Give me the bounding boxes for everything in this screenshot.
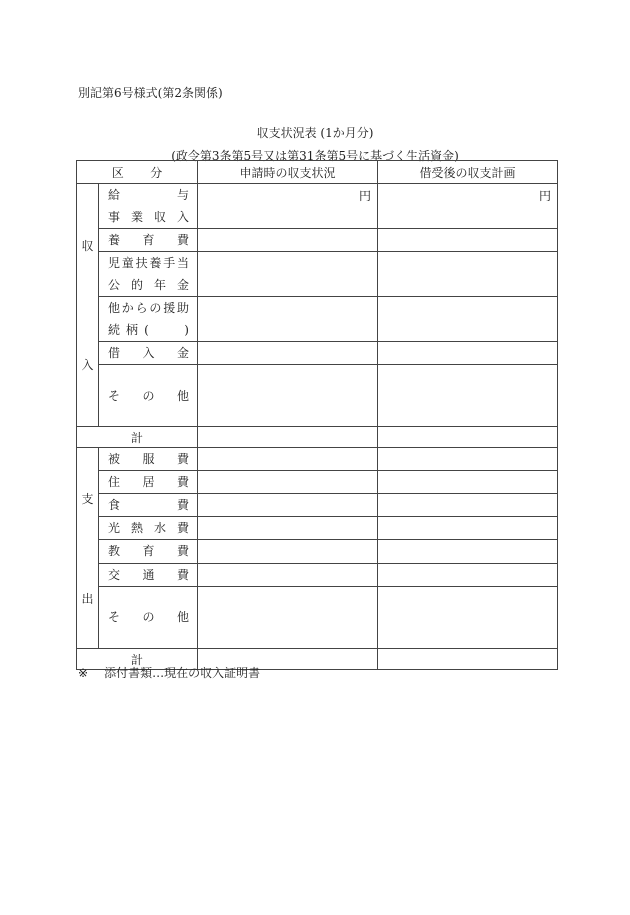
item-label-line: そ の 他	[108, 610, 190, 625]
planned-amount-cell[interactable]	[378, 471, 558, 494]
item-label	[99, 184, 198, 229]
current-amount-cell[interactable]	[198, 540, 378, 563]
income-row	[77, 342, 558, 365]
current-amount-cell[interactable]	[198, 494, 378, 517]
planned-amount-cell[interactable]	[378, 342, 558, 365]
item-label-line: 食 費	[108, 498, 190, 513]
item-label-line: 借 入 金	[108, 346, 190, 360]
header-current: 申請時の収支状況	[198, 161, 378, 184]
income-row	[77, 229, 558, 252]
current-amount-cell[interactable]	[198, 184, 378, 229]
item-label	[99, 471, 198, 494]
expense-row	[77, 517, 558, 540]
expense-row	[77, 586, 558, 648]
form-subtitle: (政令第3条第5号又は第31条第5号に基づく生活資金)	[171, 149, 459, 163]
item-label-line: 交 通 費	[108, 567, 190, 582]
item-label-line: 給 与	[108, 188, 190, 202]
planned-amount-cell[interactable]	[378, 252, 558, 297]
current-amount-cell[interactable]	[198, 342, 378, 365]
current-amount-cell[interactable]	[198, 471, 378, 494]
item-label-line: 住 居 費	[108, 475, 190, 490]
item-label-line: 事 業 収 入	[108, 210, 190, 224]
expense-row	[77, 563, 558, 586]
item-label	[99, 540, 198, 563]
item-label	[99, 517, 198, 540]
form-title: 収支状況表 (1か月分)	[256, 126, 374, 140]
item-label	[99, 563, 198, 586]
header-category: 区分	[77, 161, 198, 184]
expense-total-label: 計	[77, 649, 198, 670]
income-row	[77, 297, 558, 342]
income-row	[77, 365, 558, 427]
item-label	[99, 448, 198, 471]
form-reference: 別記第6号様式(第2条関係)	[78, 86, 223, 100]
income-section-label	[77, 184, 99, 427]
item-label-line: 続 柄 ( )	[108, 323, 189, 337]
expense-row	[77, 540, 558, 563]
current-amount-cell[interactable]	[198, 252, 378, 297]
current-amount-cell[interactable]	[198, 517, 378, 540]
item-label-line: 光 熱 水 費	[108, 521, 190, 536]
income-expense-table	[76, 160, 558, 670]
planned-total-cell[interactable]	[378, 427, 558, 448]
item-label	[99, 494, 198, 517]
item-label-line: 教 育 費	[108, 544, 190, 559]
item-label	[99, 365, 198, 427]
income-total-row	[77, 427, 558, 448]
item-label-line: 児 童 扶 養 手 当	[108, 256, 189, 270]
note-text: 添付書類…現在の収入証明書	[104, 666, 261, 680]
item-label-line: 公 的 年 金	[108, 278, 190, 292]
planned-amount-cell[interactable]	[378, 517, 558, 540]
income-total-label: 計	[77, 427, 198, 448]
current-amount-cell[interactable]	[198, 365, 378, 427]
current-amount-cell[interactable]	[198, 229, 378, 252]
item-label-line: 被 服 費	[108, 452, 190, 467]
yen-unit: 円	[359, 189, 372, 203]
planned-amount-cell[interactable]	[378, 563, 558, 586]
income-section-char-top: 収	[81, 238, 94, 253]
item-label	[99, 229, 198, 252]
current-total-cell[interactable]	[198, 427, 378, 448]
item-label	[99, 297, 198, 342]
note-mark: ※	[78, 666, 89, 680]
item-label	[99, 252, 198, 297]
item-label-line: 他 か ら の 援 助	[108, 301, 189, 315]
income-row	[77, 252, 558, 297]
planned-total-cell[interactable]	[378, 649, 558, 670]
income-section-char-bottom: 入	[81, 358, 94, 373]
expense-row	[77, 448, 558, 471]
item-label-line: そ の 他	[108, 388, 190, 403]
expense-section-char-bottom: 出	[81, 591, 94, 606]
header-row	[77, 161, 558, 184]
expense-section-char-top: 支	[81, 491, 94, 506]
current-amount-cell[interactable]	[198, 563, 378, 586]
planned-amount-cell[interactable]	[378, 365, 558, 427]
item-label-line: 養 育 費	[108, 233, 190, 247]
planned-amount-cell[interactable]	[378, 586, 558, 648]
planned-amount-cell[interactable]	[378, 494, 558, 517]
planned-amount-cell[interactable]	[378, 184, 558, 229]
expense-section-label	[77, 448, 99, 649]
current-amount-cell[interactable]	[198, 448, 378, 471]
current-amount-cell[interactable]	[198, 297, 378, 342]
planned-amount-cell[interactable]	[378, 540, 558, 563]
income-row	[77, 184, 558, 229]
yen-unit: 円	[539, 189, 552, 203]
item-label	[99, 342, 198, 365]
planned-amount-cell[interactable]	[378, 297, 558, 342]
expense-row	[77, 471, 558, 494]
planned-amount-cell[interactable]	[378, 448, 558, 471]
attachment-note	[78, 664, 260, 681]
item-label	[99, 586, 198, 648]
header-planned: 借受後の収支計画	[378, 161, 558, 184]
expense-row	[77, 494, 558, 517]
current-amount-cell[interactable]	[198, 586, 378, 648]
planned-amount-cell[interactable]	[378, 229, 558, 252]
